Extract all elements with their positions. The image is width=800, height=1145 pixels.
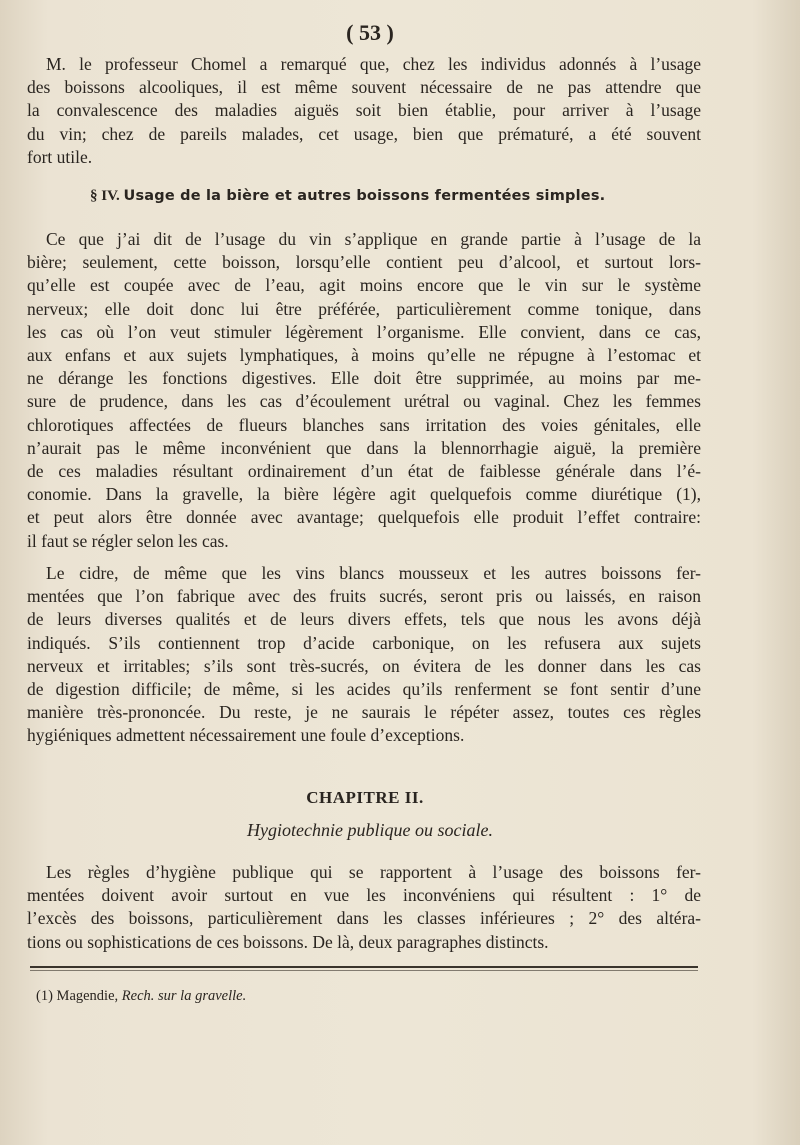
footnote-marker: (1) [36, 988, 53, 1004]
text-line: indiqués. S’ils contiennent trop d’acide carbonique, on les refusera aux sujets [27, 632, 701, 653]
text-line: les cas où l’on veut stimuler légèrement l’organisme. Elle convient, dans ce cas, [27, 321, 701, 342]
text-line: mentées que l’on fabrique avec des fruits sucrés, seront pris ou laissés, en raison [27, 586, 701, 607]
text-line: bière; seulement, cette boisson, lorsqu’elle contient peu d’alcool, et surtout lors- [27, 252, 701, 273]
text-line: aux enfans et aux sujets lymphatiques, à moins qu’elle ne répugne à l’estomac et [27, 345, 701, 366]
text-line: de ces maladies résultant ordinairement d’un état de faiblesse générale dans l’é- [27, 461, 701, 482]
text-line: de leurs diverses qualités et de leurs divers effets, tels que nous les avons déjà [27, 609, 701, 630]
text-line: nerveux et irritables; s’ils sont très-sucrés, on évitera de les donner dans les cas [27, 655, 701, 676]
chapter-subtitle: Hygiotechnie publique ou sociale. [247, 820, 493, 840]
text-line: Les règles d’hygiène publique qui se rapportent à l’usage des boissons fer- [46, 862, 701, 882]
text-line: du vin; chez de pareils malades, cet usage, bien que prématuré, a été souvent [27, 123, 701, 144]
text-line: qu’elle est coupée avec de l’eau, agit moins encore que le vin sur le système [27, 275, 701, 296]
paragraph-intro [27, 53, 701, 169]
text-line: mentées doivent avoir surtout en vue les inconvéniens qui résultent : 1° de [27, 885, 701, 906]
chapter-title: CHAPITRE II. [306, 788, 424, 807]
text-line: Ce que j’ai dit de l’usage du vin s’applique en grande partie à l’usage de la [46, 229, 701, 249]
text-line: la convalescence des maladies aiguës soit bien établie, pour arriver à l’usage [27, 100, 701, 121]
text-line: sure de prudence, dans les cas d’écoulement urétral ou vaginal. Chez les femmes [27, 391, 701, 412]
page-number: ( 53 ) [346, 20, 394, 45]
footnote-work: Rech. sur la gravelle. [121, 988, 247, 1004]
text-line: Le cidre, de même que les vins blancs mousseux et les autres boissons fer- [46, 563, 701, 583]
section-number: § IV. [90, 188, 120, 204]
text-line: M. le professeur Chomel a remarqué que, chez les individus adonnés à l’usage [46, 54, 701, 74]
text-line: chlorotiques affectées de flueurs blanches sans irritation des voies génitales, elle [27, 414, 701, 435]
footnote-rule-thick [30, 966, 698, 968]
paragraph-regles [27, 861, 701, 954]
text-line: nerveux; elle doit donc lui être préférée, particulièrement comme tonique, dans [27, 298, 701, 319]
text-line: manière très-prononcée. Du reste, je ne saurais le répéter assez, toutes ces règles [27, 702, 701, 723]
text-line: de digestion difficile; de même, si les acides qu’ils renferment se font sentir d’une [27, 679, 701, 700]
text-line: fort utile. [27, 146, 93, 167]
footnote [36, 988, 246, 1005]
text-line: n’aurait pas le même inconvénient que dans la blennorrhagie aiguë, la première [27, 437, 701, 458]
paragraph-cidre [27, 562, 701, 748]
paragraph-biere [27, 228, 701, 553]
section-heading [90, 188, 605, 205]
text-line: conomie. Dans la gravelle, la bière légère agit quelquefois comme diurétique (1), [27, 484, 701, 505]
text-line: des boissons alcooliques, il est même souvent nécessaire de ne pas attendre que [27, 77, 701, 98]
text-line: et peut alors être donnée avec avantage; quelquefois elle produit l’effet contraire: [27, 507, 701, 528]
footnote-author: Magendie, [56, 988, 119, 1004]
section-title: Usage de la bière et autres boissons fermentées simples. [123, 188, 606, 204]
text-line: ne dérange les fonctions digestives. Elle doit être supprimée, au moins par me- [27, 368, 701, 389]
text-line: il faut se régler selon les cas. [27, 530, 229, 551]
text-line: hygiéniques admettent nécessairement une foule d’exceptions. [27, 725, 465, 746]
text-line: l’excès des boissons, particulièrement dans les classes inférieures ; 2° des altéra- [27, 908, 701, 929]
text-line: tions ou sophistications de ces boissons. De là, deux paragraphes distincts. [27, 931, 549, 952]
footnote-rule-thin [30, 970, 698, 971]
